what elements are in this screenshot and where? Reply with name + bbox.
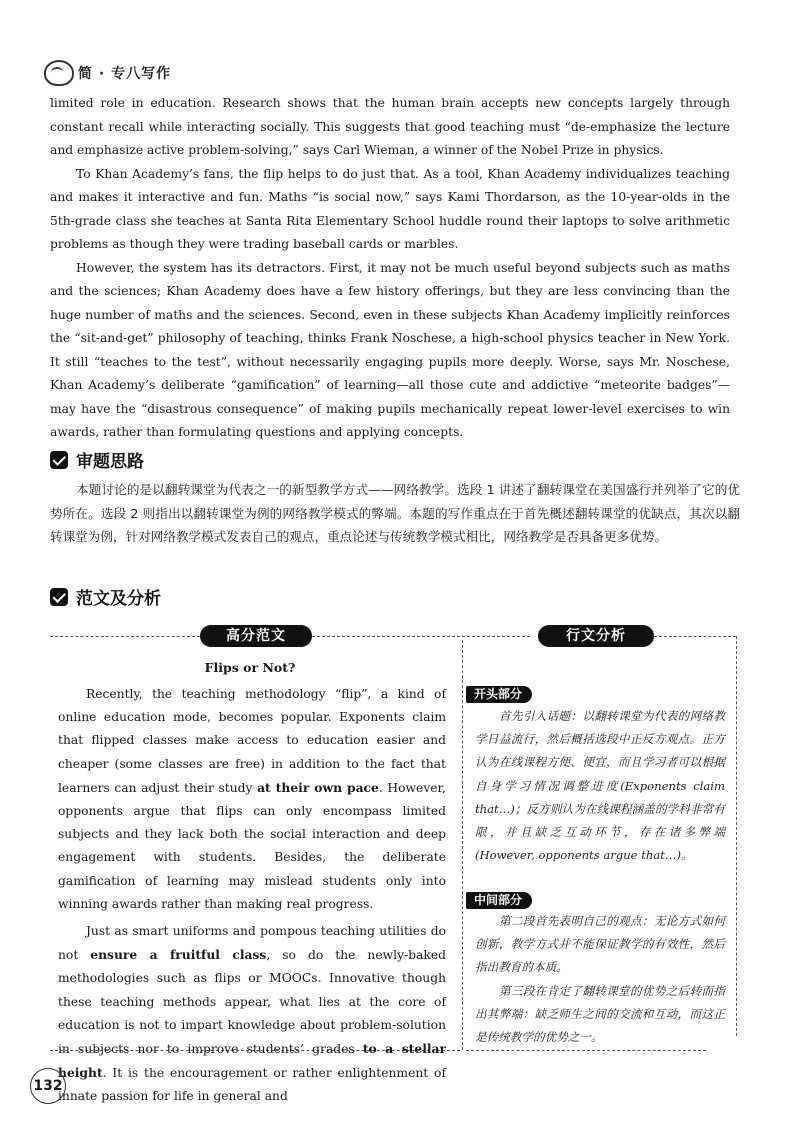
analysis-note: 第二段首先表明自己的观点：无论方式如何创新，教学方式并不能保证教学的有效性，然后指出教育的本质。 — [475, 914, 725, 975]
passage-paragraph: However, the system has its detractors. First, it may not be much useful beyond subjects such as maths and the sciences; Khan Academy does have a few history offerings, but they are less convincing than the huge number of maths and the sciences. Second, even in these subjects Khan Academy implicitly reinforces the “sit-and-get” philosophy of teaching, thinks Frank Noschese, a high-school physics teacher in New York. It still “teaches to the test”, without necessarily engaging pupils more deeply. Worse, says Mr. Noschese, Khan Academy’s deliberate “gamification” of learning—all those cute and addictive “meteorite badges”—may have the “disastrous consequence” of making pupils mechanically repeat lower-level exercises to win awards, rather than formulating questions and applying concepts. — [50, 260, 730, 439]
frame-edge — [736, 636, 737, 1036]
essay-title: Flips or Not? — [204, 660, 296, 675]
check-icon — [50, 588, 68, 606]
page-number: 132 — [30, 1068, 66, 1104]
sample-essay — [58, 683, 446, 1109]
essay-text: Just as smart uniforms and pompous teaching utilities do not — [58, 924, 446, 963]
essay-paragraph — [58, 683, 446, 916]
analysis-note: 首先引入话题：以翻转课堂为代表的网络教学日益流行，然后概括选段中正反方观点。正方认为在线课程方便、便宜，而且学习者可以根据自身学习情况调整进度(Exponents claim that…)；反方则认为在线课程涵盖的学科非常有限，并且缺乏互动环节，存在诸多弊端(However, opponents argue that…)。 — [475, 709, 725, 863]
opening-analysis — [475, 705, 725, 867]
source-passage — [50, 92, 730, 445]
bold-phrase: at their own pace — [257, 779, 379, 795]
analysis-note: 第三段在肯定了翻转课堂的优势之后转而指出其弊端：缺乏师生之间的交流和互动，而这正是传统教学的优势之一。 — [475, 983, 725, 1045]
bold-phrase: ensure a fruitful class — [90, 947, 267, 963]
section-title: 审题思路 — [76, 452, 144, 472]
column-divider — [462, 640, 463, 1050]
analysis-paragraph — [50, 478, 740, 549]
divider — [50, 636, 200, 637]
book-logo-icon — [44, 60, 74, 86]
section-heading-sample — [50, 584, 161, 609]
bold-phrase: to a stellar height — [58, 1041, 446, 1081]
divider — [654, 636, 736, 637]
essay-text: , so do the newly-baked methodologies such as flips or MOOCs. Innovative though these teaching methods appear, what lies at the core of education is not to impart knowledge about problem-solution in subjects nor to improve students’ grades — [58, 948, 446, 1057]
middle-analysis — [475, 910, 725, 1049]
essay-text: . However, opponents argue that flips can only encompass limited subjects and they lack both the social interaction and deep engagement with students. Besides, the deliberate gamification of learning may mislead students only into winning awards rather than making real progress. — [58, 780, 446, 911]
divider — [312, 636, 530, 637]
section-title: 范文及分析 — [76, 589, 161, 609]
passage-paragraph: limited role in education. Research shows that the human brain accepts new concepts largely through constant recall while interacting socially. This suggests that good teaching must “de-emphasize the lecture and emphasize active problem-solving,” says Carl Wieman, a winner of the Nobel Prize in physics. — [50, 96, 730, 157]
check-icon — [50, 451, 68, 469]
analysis-text: 本题讨论的是以翻转课堂为代表之一的新型教学方式——网络教学。选段 1 讲述了翻转课堂在美国盛行并列举了它的优势所在。选段 2 则指出以翻转课堂为例的网络教学模式的弊端。本题的写作重点在于首先概述翻转课堂的优缺点，其次以翻转课堂为例，针对网络教学模式发表自己的观点，重点论述与传统教学模式相比，网络教学是否具备更多优势。 — [50, 482, 740, 544]
header-title: 简 · 专八写作 — [78, 66, 172, 82]
essay-paragraph — [58, 920, 446, 1109]
analysis-label: 行文分析 — [538, 625, 654, 647]
essay-text: . It is the encouragement or rather enlightenment of innate passion for life in general and — [58, 1066, 446, 1104]
section-heading-analysis — [50, 447, 144, 472]
middle-tag: 中间部分 — [466, 892, 532, 909]
divider — [466, 1050, 706, 1051]
sample-essay-label: 高分范文 — [200, 625, 312, 647]
passage-paragraph: To Khan Academy’s fans, the flip helps to do just that. As a tool, Khan Academy individualizes teaching and makes it interactive and fun. Maths “is social now,” says Kami Thordarson, as the 10-year-olds in the 5th-grade class she teaches at Santa Rita Elementary School huddle round their laptops to solve arithmetic problems as though they were trading baseball cards or marbles. — [50, 166, 730, 251]
opening-tag: 开头部分 — [466, 686, 532, 703]
running-header — [44, 60, 171, 86]
essay-text: Recently, the teaching methodology “flip”, a kind of online education mode, becomes popular. Exponents claim that flipped classes make access to education easier and cheaper (some classes are free) in addition to the fact that learners can adjust their study — [58, 687, 446, 795]
